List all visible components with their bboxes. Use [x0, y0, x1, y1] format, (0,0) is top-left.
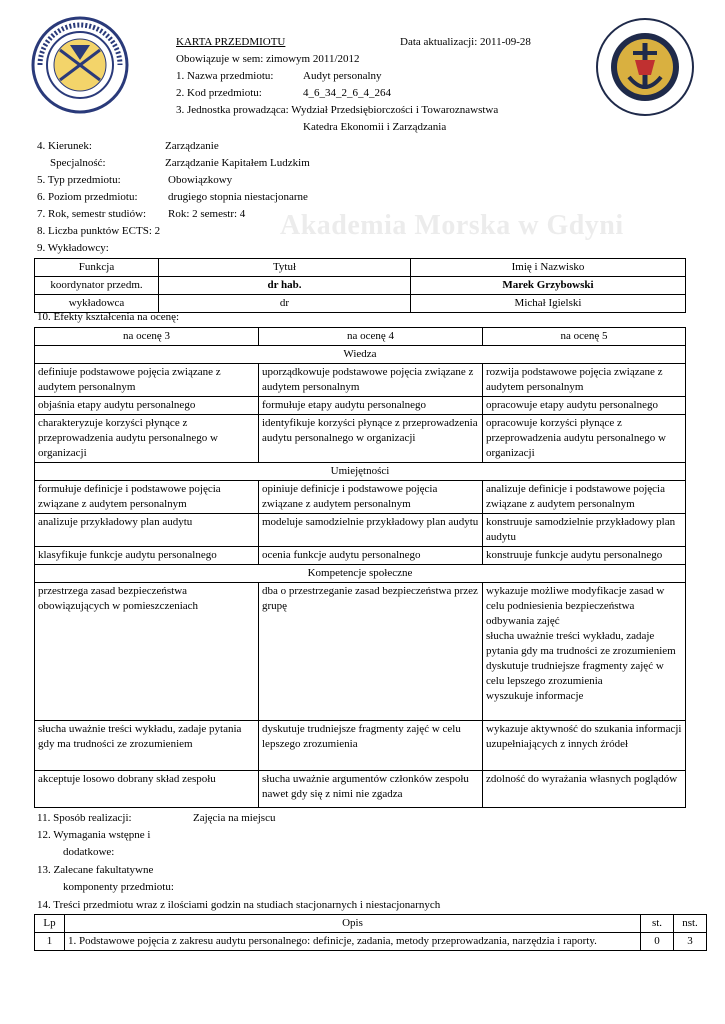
course-code-value: 4_6_34_2_6_4_264	[303, 87, 391, 99]
section-header-skills: Umiejętności	[35, 463, 686, 481]
table-row	[35, 771, 686, 808]
table-row	[35, 583, 686, 721]
table-cell: formułuje definicje i podstawowe pojęcia związane z audytem personalnym	[35, 481, 259, 514]
specialty-label: Specjalność:	[50, 157, 106, 169]
table-cell: 3	[674, 933, 707, 951]
table-cell: klasyfikuje funkcje audytu personalnego	[35, 547, 259, 565]
table-row	[35, 415, 686, 463]
table-row	[35, 514, 686, 547]
table-row	[35, 721, 686, 771]
table-cell: 1	[35, 933, 65, 951]
level-value: drugiego stopnia niestacjonarne	[168, 191, 308, 203]
lecturers-table	[34, 258, 686, 313]
table-header: Tytuł	[159, 259, 411, 277]
table-cell: zdolność do wyrażania własnych poglądów	[483, 771, 686, 808]
table-cell: koordynator przedm.	[35, 277, 159, 295]
outcomes-label: 10. Efekty kształcenia na ocenę:	[37, 311, 180, 323]
watermark: Akademia Morska w Gdyni	[280, 210, 624, 241]
table-cell: rozwija podstawowe pojęcia związane z audytem personalnym	[483, 364, 686, 397]
card-title: KARTA PRZEDMIOTU	[176, 36, 286, 48]
table-cell: dba o przestrzeganie zasad bezpieczeństwa przez grupę	[259, 583, 483, 721]
table-cell: słucha uważnie treści wykładu, zadaje pytania gdy ma trudności ze zrozumieniem	[35, 721, 259, 771]
table-cell: dr	[159, 295, 411, 313]
table-cell: identyfikuje korzyści płynące z przeprowadzenia audytu personalnego w organizacji	[259, 415, 483, 463]
optional-components-label: 13. Zalecane fakultatywne	[37, 864, 154, 876]
type-label: 5. Typ przedmiotu:	[37, 174, 121, 186]
table-cell: analizuje definicje i podstawowe pojęcia związane z audytem personalnym	[483, 481, 686, 514]
table-cell: wykazuje aktywność do szukania informacji uzupełniających z innych źródeł	[483, 721, 686, 771]
section-header-social: Kompetencje społeczne	[35, 565, 686, 583]
section-header-knowledge: Wiedza	[35, 346, 686, 364]
unit-label: 3. Jednostka prowadząca: Wydział Przedsiębiorczości i Towaroznawstwa	[176, 104, 499, 116]
table-row	[35, 547, 686, 565]
course-name-label: 1. Nazwa przedmiotu:	[176, 70, 274, 82]
table-cell: opiniuje definicje i podstawowe pojęcia związane z audytem personalnym	[259, 481, 483, 514]
table-cell: wykazuje możliwe modyfikacje zasad w celu podniesienia bezpieczeństwa odbywania zajęć słucha uważnie treści wykładu, zadaje pytania gdy ma trudności ze zrozumieniem dyskutuje trudniejsze fragmenty zajęć w celu lepszego zrozumienia wyszukuje informacje	[483, 583, 686, 721]
level-label: 6. Poziom przedmiotu:	[37, 191, 138, 203]
table-cell: konstruuje samodzielnie przykładowy plan audytu	[483, 514, 686, 547]
outcomes-table	[34, 327, 686, 808]
table-cell: Michał Igielski	[411, 295, 686, 313]
table-cell: modeluje samodzielnie przykładowy plan audytu	[259, 514, 483, 547]
contents-table	[34, 914, 707, 951]
table-cell: akceptuje losowo dobrany skład zespołu	[35, 771, 259, 808]
year-semester-value: Rok: 2 semestr: 4	[168, 208, 246, 220]
table-header: na ocenę 3	[35, 328, 259, 346]
table-cell: Marek Grzybowski	[411, 277, 686, 295]
table-cell: uporządkowuje podstawowe pojęcia związane z audytem personalnym	[259, 364, 483, 397]
course-code-label: 2. Kod przedmiotu:	[176, 87, 262, 99]
realization-value: Zajęcia na miejscu	[193, 812, 276, 824]
table-cell: ocenia funkcje audytu personalnego	[259, 547, 483, 565]
field-value: Zarządzanie	[165, 140, 219, 152]
specialty-value: Zarządzanie Kapitałem Ludzkim	[165, 157, 310, 169]
table-cell: konstruuje funkcje audytu personalnego	[483, 547, 686, 565]
course-name-value: Audyt personalny	[303, 70, 382, 82]
requirements-label: 12. Wymagania wstępne i	[37, 829, 151, 841]
realization-label: 11. Sposób realizacji:	[37, 812, 132, 824]
table-cell: opracowuje etapy audytu personalnego	[483, 397, 686, 415]
table-cell: charakteryzuje korzyści płynące z przeprowadzenia audytu personalnego w organizacji	[35, 415, 259, 463]
table-row	[35, 481, 686, 514]
table-header: na ocenę 4	[259, 328, 483, 346]
table-cell: formułuje etapy audytu personalnego	[259, 397, 483, 415]
requirements-label-cont: dodatkowe:	[63, 846, 115, 858]
table-row	[35, 277, 686, 295]
table-cell: wykładowca	[35, 295, 159, 313]
update-date: Data aktualizacji: 2011-09-28	[400, 36, 531, 48]
table-cell: 1. Podstawowe pojęcia z zakresu audytu personalnego: definicje, zadania, metody przeprowadzania, narzędzia i raporty.	[65, 933, 641, 951]
table-header: Opis	[65, 915, 641, 933]
optional-components-label-cont: komponenty przedmiotu:	[63, 881, 174, 893]
unit-department: Katedra Ekonomii i Zarządzania	[303, 121, 447, 133]
table-cell: dyskutuje trudniejsze fragmenty zajęć w celu lepszego zrozumienia	[259, 721, 483, 771]
valid-semester: Obowiązuje w sem: zimowym 2011/2012	[176, 53, 360, 65]
table-cell: definiuje podstawowe pojęcia związane z audytem personalnym	[35, 364, 259, 397]
table-row	[35, 397, 686, 415]
table-row	[35, 295, 686, 313]
contents-label: 14. Treści przedmiotu wraz z ilościami godzin na studiach stacjonarnych i niestacjonarnych	[37, 899, 441, 911]
table-cell: słucha uważnie argumentów członków zespołu nawet gdy się z nimi nie zgadza	[259, 771, 483, 808]
table-cell: przestrzega zasad bezpieczeństwa obowiązujących w pomieszczeniach	[35, 583, 259, 721]
table-cell: opracowuje korzyści płynące z przeprowadzenia audytu personalnego w organizacji	[483, 415, 686, 463]
table-header: nst.	[674, 915, 707, 933]
table-header: Lp	[35, 915, 65, 933]
table-header: Imię i Nazwisko	[411, 259, 686, 277]
table-cell: analizuje przykładowy plan audytu	[35, 514, 259, 547]
university-logo	[595, 15, 695, 120]
type-value: Obowiązkowy	[168, 174, 233, 186]
field-label: 4. Kierunek:	[37, 140, 92, 152]
table-cell: objaśnia etapy audytu personalnego	[35, 397, 259, 415]
table-header: Funkcja	[35, 259, 159, 277]
table-header: st.	[641, 915, 674, 933]
faculty-logo	[30, 15, 130, 115]
table-row	[35, 364, 686, 397]
table-header: na ocenę 5	[483, 328, 686, 346]
year-semester-label: 7. Rok, semestr studiów:	[37, 208, 147, 220]
table-row	[35, 933, 707, 951]
table-cell: 0	[641, 933, 674, 951]
table-cell: dr hab.	[159, 277, 411, 295]
ects-label: 8. Liczba punktów ECTS: 2	[37, 225, 161, 237]
lecturers-label: 9. Wykładowcy:	[37, 242, 109, 254]
